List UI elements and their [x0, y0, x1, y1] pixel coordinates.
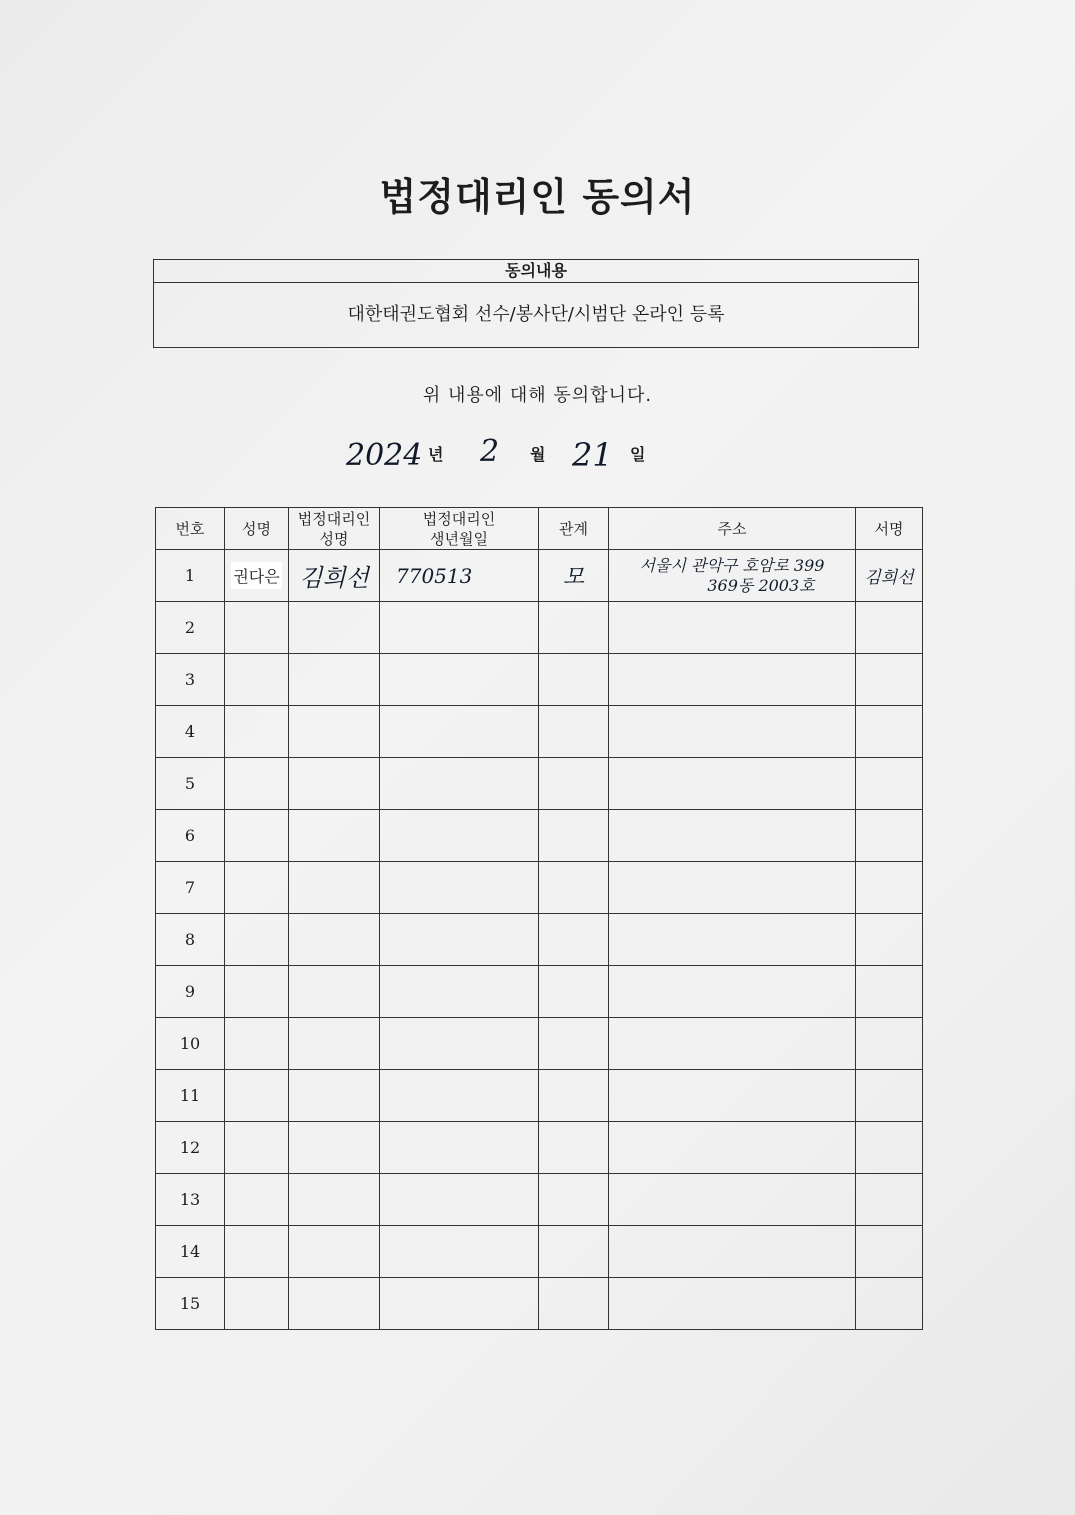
date-year-unit: 년: [428, 445, 444, 464]
row-guardian-name: [289, 602, 380, 654]
row-signature: [856, 1018, 923, 1070]
date-day-unit: 일: [630, 445, 646, 464]
row-guardian-birth: [380, 810, 539, 862]
row-relation: [539, 914, 609, 966]
row-name: [225, 862, 289, 914]
row-number: 3: [156, 654, 225, 706]
row-number: 9: [156, 966, 225, 1018]
row-address: [609, 914, 856, 966]
row-signature: [856, 862, 923, 914]
table-header-row: [156, 508, 923, 550]
row-address: [609, 1278, 856, 1330]
table-row: [156, 758, 923, 810]
row-address-line1: 서울시 관악구 호암로 399: [639, 555, 825, 575]
row-guardian-name: [289, 706, 380, 758]
consent-content-box: [153, 259, 919, 348]
table-row: [156, 1070, 923, 1122]
agree-statement: 위 내용에 대해 동의합니다.: [422, 385, 653, 406]
row-guardian-birth: [380, 1278, 539, 1330]
row-address: [609, 550, 856, 602]
row-address: [609, 758, 856, 810]
row-guardian-birth: [380, 654, 539, 706]
row-guardian-birth: 770513: [380, 550, 539, 602]
table-row: [156, 706, 923, 758]
row-guardian-name: [289, 1226, 380, 1278]
row-address: [609, 862, 856, 914]
row-name: [225, 654, 289, 706]
row-name: [225, 1226, 289, 1278]
date-row: [340, 430, 700, 480]
row-signature: 김희선: [856, 550, 923, 602]
date-day: 21: [572, 436, 613, 474]
row-relation: [539, 654, 609, 706]
header-relation: 관계: [539, 508, 609, 550]
date-year: 2024: [346, 438, 423, 473]
row-signature: [856, 966, 923, 1018]
row-guardian-birth: [380, 1018, 539, 1070]
row-guardian-birth: [380, 966, 539, 1018]
row-name: [225, 706, 289, 758]
row-guardian-birth: [380, 758, 539, 810]
row-number: 4: [156, 706, 225, 758]
table-row: [156, 862, 923, 914]
row-name: [225, 810, 289, 862]
row-name: [225, 1122, 289, 1174]
row-guardian-birth: [380, 602, 539, 654]
header-number: 번호: [156, 508, 225, 550]
row-guardian-birth: [380, 914, 539, 966]
row-number: 12: [156, 1122, 225, 1174]
consent-heading: 동의내용: [154, 260, 918, 283]
table-row: [156, 914, 923, 966]
table-row: [156, 654, 923, 706]
header-guardian-name: 법정대리인 성명: [289, 508, 380, 550]
row-signature: [856, 706, 923, 758]
row-name: [225, 1174, 289, 1226]
table-row: [156, 1226, 923, 1278]
row-signature: [856, 1226, 923, 1278]
row-relation: 모: [539, 550, 609, 602]
row-address: [609, 966, 856, 1018]
row-address: [609, 654, 856, 706]
row-relation: [539, 706, 609, 758]
row-number: 10: [156, 1018, 225, 1070]
row-relation: [539, 1070, 609, 1122]
row-signature: [856, 914, 923, 966]
row-name-text: 권다은: [231, 562, 281, 589]
row-number: 15: [156, 1278, 225, 1330]
row-guardian-name: [289, 966, 380, 1018]
row-name: [225, 966, 289, 1018]
row-guardian-name: [289, 654, 380, 706]
row-number: 8: [156, 914, 225, 966]
row-relation: [539, 1018, 609, 1070]
row-guardian-name: [289, 758, 380, 810]
row-number: 2: [156, 602, 225, 654]
row-address: [609, 1018, 856, 1070]
guardian-table: [155, 507, 923, 1330]
row-guardian-birth: [380, 1174, 539, 1226]
row-address-line2: 369동 2003호: [707, 575, 815, 595]
row-guardian-name: [289, 1278, 380, 1330]
consent-text: 대한태권도협회 선수/봉사단/시범단 온라인 등록: [347, 304, 725, 325]
row-guardian-birth: [380, 862, 539, 914]
row-name: [225, 550, 289, 602]
row-name: [225, 1278, 289, 1330]
row-address: [609, 810, 856, 862]
date-month: 2: [480, 434, 500, 469]
row-relation: [539, 1278, 609, 1330]
table-row: [156, 602, 923, 654]
row-signature: [856, 602, 923, 654]
header-address: 주소: [609, 508, 856, 550]
row-relation: [539, 810, 609, 862]
row-guardian-name: 김희선: [289, 550, 380, 602]
table-row: [156, 1174, 923, 1226]
row-address: [609, 706, 856, 758]
row-number: 1: [156, 550, 225, 602]
header-signature: 서명: [856, 508, 923, 550]
row-guardian-name: [289, 1122, 380, 1174]
row-number: 7: [156, 862, 225, 914]
row-relation: [539, 862, 609, 914]
row-guardian-birth: [380, 1226, 539, 1278]
row-address: [609, 602, 856, 654]
table-row: [156, 550, 923, 602]
row-guardian-birth: [380, 1122, 539, 1174]
row-relation: [539, 966, 609, 1018]
row-relation: [539, 1226, 609, 1278]
header-name: 성명: [225, 508, 289, 550]
table-row: [156, 810, 923, 862]
table-row: [156, 1278, 923, 1330]
row-signature: [856, 1122, 923, 1174]
row-number: 5: [156, 758, 225, 810]
document-title: 법정대리인 동의서: [379, 175, 696, 219]
row-name: [225, 1070, 289, 1122]
row-address: [609, 1174, 856, 1226]
row-relation: [539, 1122, 609, 1174]
row-relation: [539, 1174, 609, 1226]
row-signature: [856, 1278, 923, 1330]
row-guardian-birth: [380, 706, 539, 758]
row-number: 14: [156, 1226, 225, 1278]
row-name: [225, 914, 289, 966]
row-signature: [856, 810, 923, 862]
row-name: [225, 1018, 289, 1070]
row-relation: [539, 758, 609, 810]
row-number: 11: [156, 1070, 225, 1122]
row-guardian-name: [289, 810, 380, 862]
table-row: [156, 1122, 923, 1174]
row-name: [225, 758, 289, 810]
row-signature: [856, 654, 923, 706]
date-month-unit: 월: [530, 445, 546, 464]
row-guardian-name: [289, 1174, 380, 1226]
table-row: [156, 966, 923, 1018]
row-signature: [856, 1070, 923, 1122]
row-guardian-birth: [380, 1070, 539, 1122]
row-number: 6: [156, 810, 225, 862]
row-signature: [856, 1174, 923, 1226]
row-number: 13: [156, 1174, 225, 1226]
header-guardian-birth: 법정대리인 생년월일: [380, 508, 539, 550]
row-address: [609, 1122, 856, 1174]
row-address: [609, 1226, 856, 1278]
row-guardian-name: [289, 862, 380, 914]
row-address: [609, 1070, 856, 1122]
row-guardian-name: [289, 914, 380, 966]
row-guardian-name: [289, 1070, 380, 1122]
row-signature: [856, 758, 923, 810]
row-name: [225, 602, 289, 654]
row-guardian-name: [289, 1018, 380, 1070]
table-row: [156, 1018, 923, 1070]
row-relation: [539, 602, 609, 654]
